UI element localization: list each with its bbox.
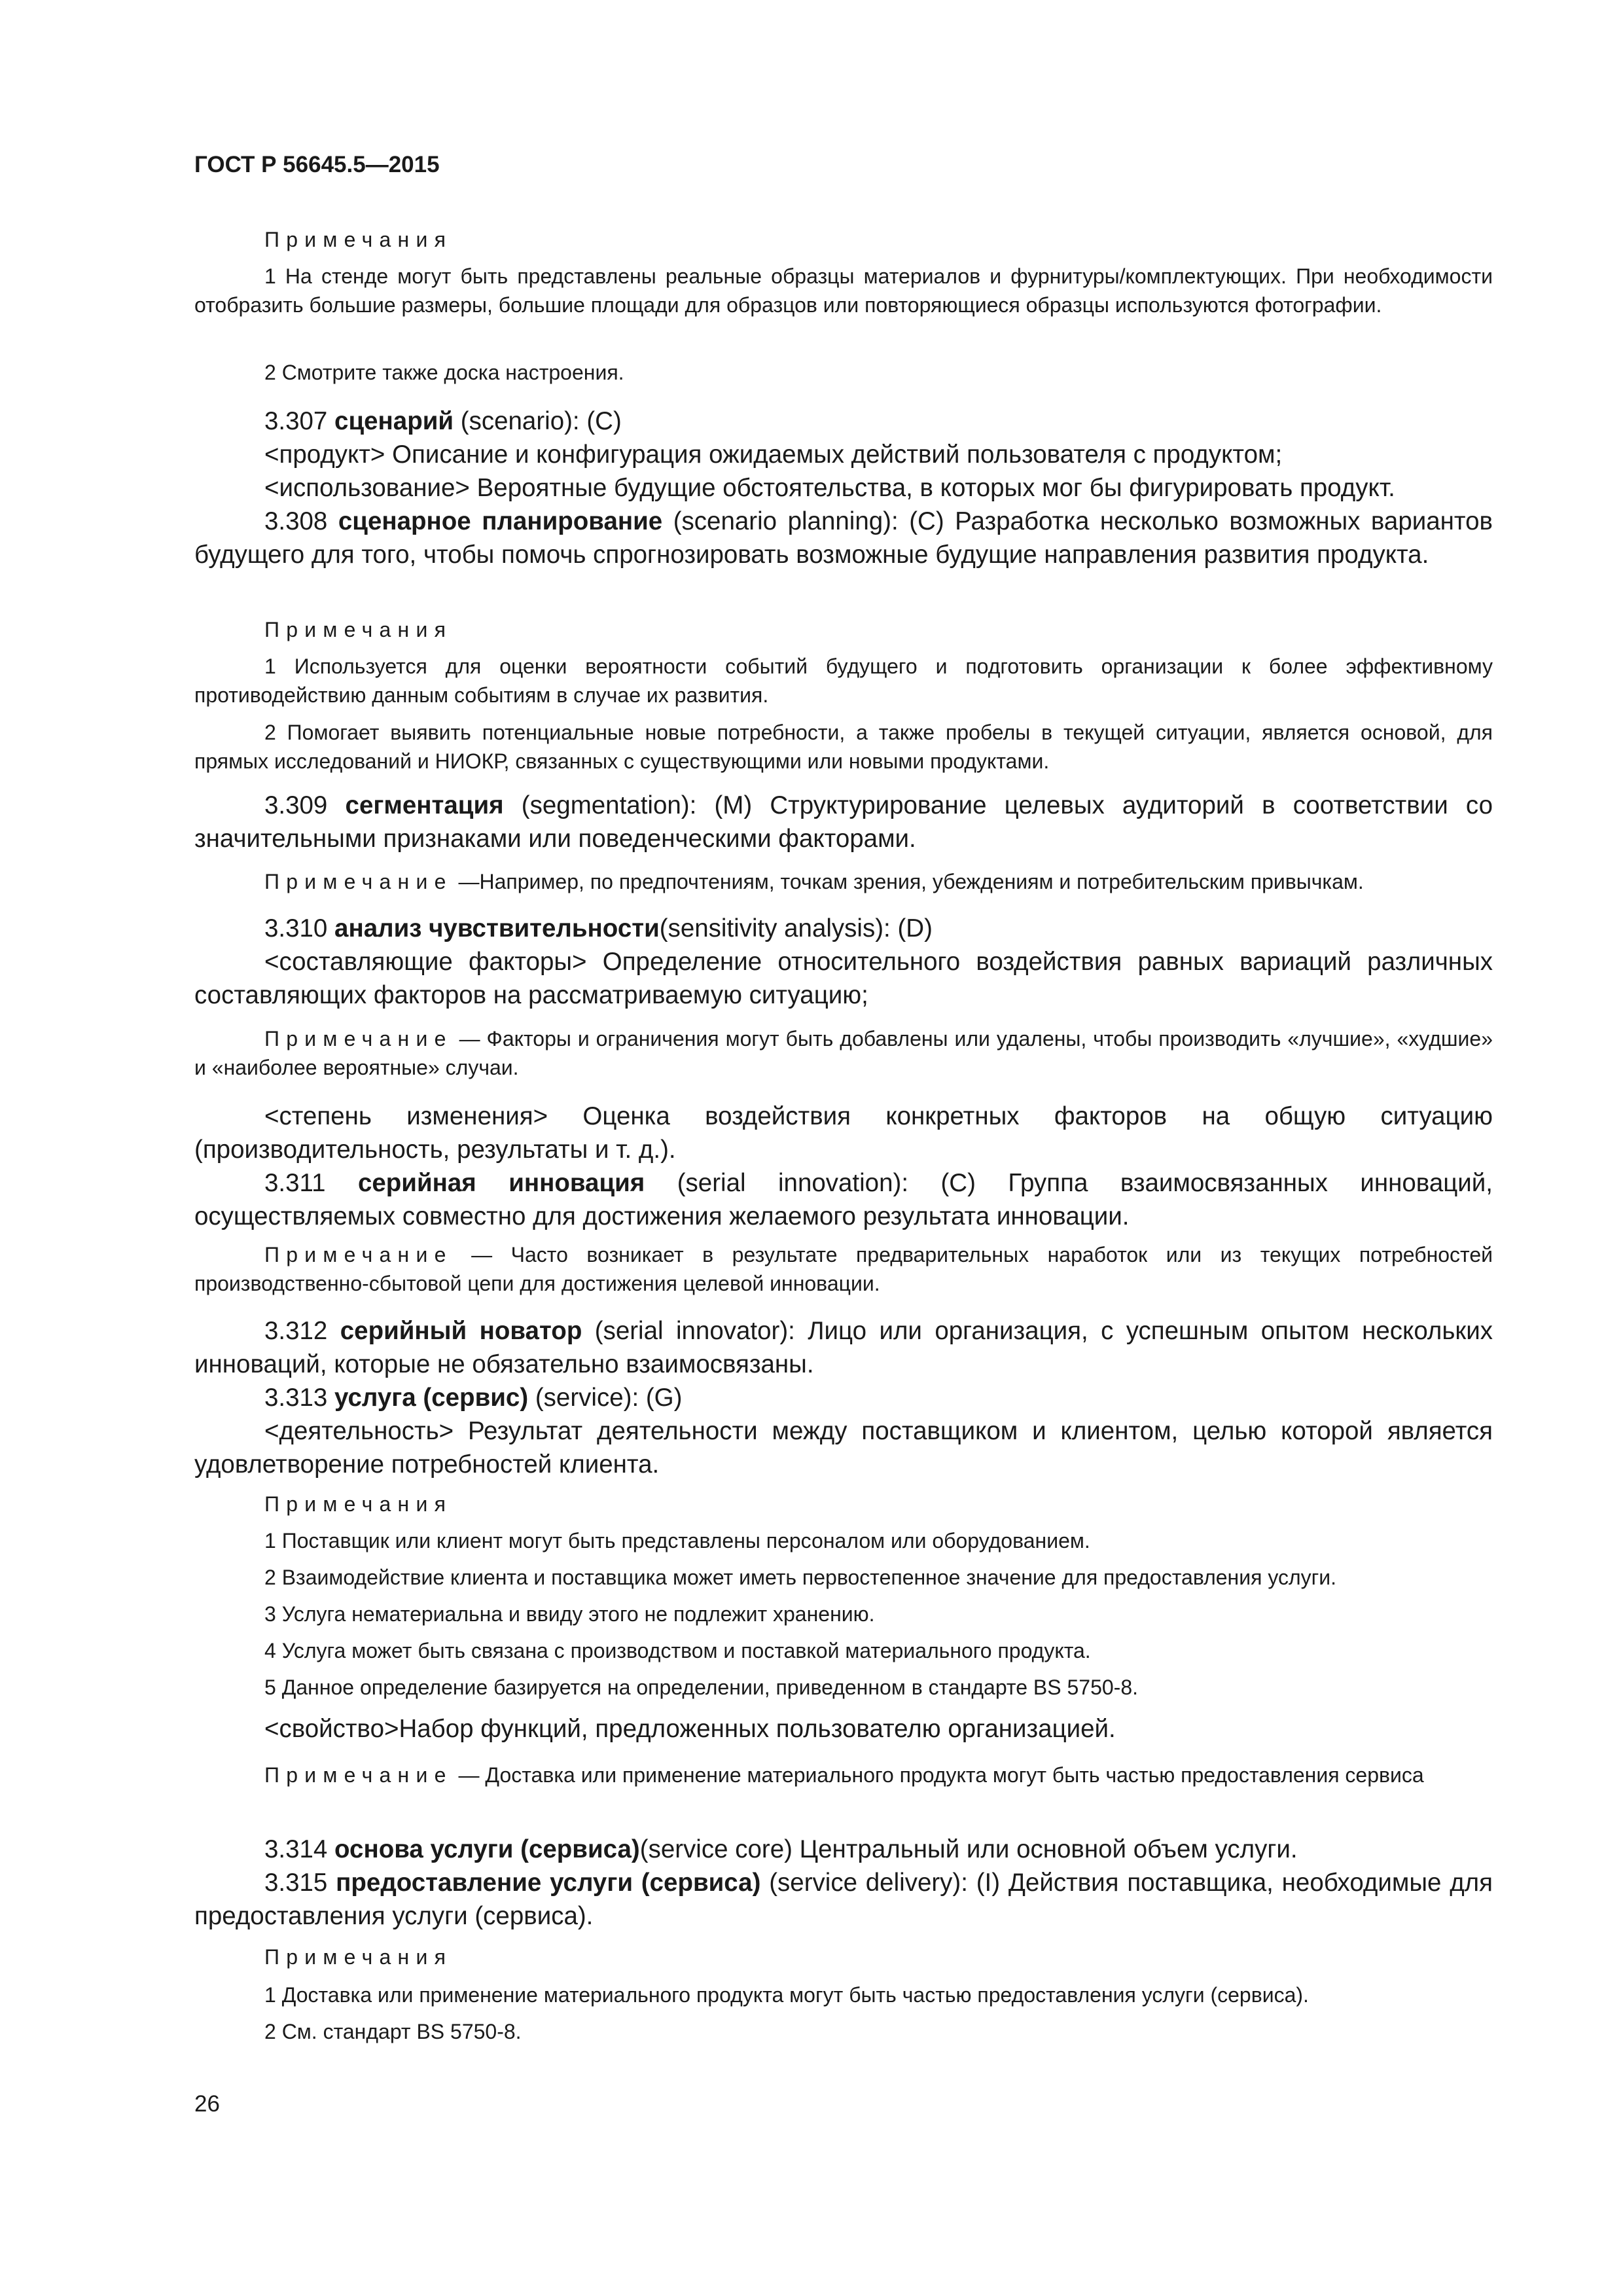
term-3-312: 3.312 серийный новатор (serial innovator): Лицо или организация, с успешным опытом нескольких инноваций, которые не обязательно взаимосвязаны.: [194, 1317, 1493, 1378]
notes-heading: Примечания: [264, 228, 453, 251]
note-item: 1 Доставка или применение материального продукта могут быть частью предоставления услуги (сервиса).: [264, 1983, 1309, 2007]
notes-heading: Примечания: [264, 618, 453, 641]
note: Примечание — Доставка или применение материального продукта могут быть частью предоставления сервиса: [264, 1763, 1424, 1787]
term-3-313: 3.313 услуга (сервис) (service): (G): [264, 1384, 683, 1412]
note-item: 1 Поставщик или клиент могут быть представлены персоналом или оборудованием.: [264, 1529, 1090, 1552]
definition: <деятельность> Результат деятельности между поставщиком и клиентом, целью которой является удовлетворение потребностей клиента.: [194, 1417, 1493, 1479]
term-3-311: 3.311 серийная инновация (serial innovation): (С) Группа взаимосвязанных инноваций, осуществляемых совместно для достижения желаемого результата инновации.: [194, 1169, 1493, 1230]
term-3-315: 3.315 предоставление услуги (сервиса) (service delivery): (I) Действия поставщика, необходимые для предоставления услуги (сервиса).: [194, 1869, 1493, 1930]
definition: <свойство>Набор функций, предложенных пользователю организацией.: [264, 1715, 1116, 1743]
notes-heading: Примечания: [264, 1492, 453, 1516]
page-number: 26: [194, 2091, 220, 2117]
note-item: 5 Данное определение базируется на определении, приведенном в стандарте BS 5750-8.: [264, 1676, 1139, 1699]
term-3-314: 3.314 основа услуги (сервиса)(service core) Центральный или основной объем услуги.: [264, 1835, 1298, 1863]
term-3-309: 3.309 сегментация (segmentation): (М) Структурирование целевых аудиторий в соответствии со значительными признаками или поведенческими факторами.: [194, 791, 1493, 853]
note-item: 2 Смотрите также доска настроения.: [264, 361, 624, 384]
term-3-310: 3.310 анализ чувствительности(sensitivity analysis): (D): [264, 914, 933, 942]
term-3-307: 3.307 сценарий (scenario): (С): [264, 407, 622, 435]
notes-heading: Примечания: [264, 1945, 453, 1969]
term-3-308: 3.308 сценарное планирование (scenario planning): (С) Разработка несколько возможных вариантов будущего для того, чтобы помочь спрогнозировать возможные будущие направления развития продукта.: [194, 507, 1493, 569]
note-item: 4 Услуга может быть связана с производством и поставкой материального продукта.: [264, 1639, 1091, 1662]
note: Примечание — Факторы и ограничения могут быть добавлены или удалены, чтобы производить «лучшие», «худшие» и «наиболее вероятные» случаи.: [194, 1027, 1493, 1079]
definition: <составляющие факторы> Определение относительного воздействия равных вариаций различных составляющих факторов на рассматриваемую ситуацию;: [194, 948, 1493, 1009]
note-item: 3 Услуга нематериальна и ввиду этого не подлежит хранению.: [264, 1602, 875, 1626]
note: Примечание —Например, по предпочтениям, точкам зрения, убеждениям и потребительским привычкам.: [264, 870, 1364, 893]
definition: <продукт> Описание и конфигурация ожидаемых действий пользователя с продуктом;: [264, 440, 1283, 469]
definition: <использование> Вероятные будущие обстоятельства, в которых мог бы фигурировать продукт.: [264, 474, 1395, 502]
note-item: 2 Помогает выявить потенциальные новые потребности, а также пробелы в текущей ситуации, является основой, для прямых исследований и НИОКР, связанных с существующими или новыми продуктами.: [194, 721, 1493, 773]
note-item: 2 Взаимодействие клиента и поставщика может иметь первостепенное значение для предоставления услуги.: [264, 1566, 1337, 1589]
document-header: ГОСТ Р 56645.5—2015: [194, 152, 440, 177]
note-item: 2 См. стандарт BS 5750-8.: [264, 2020, 522, 2043]
note: Примечание — Часто возникает в результате предварительных наработок или из текущих потребностей производственно-сбытовой цепи для достижения целевой инновации.: [194, 1243, 1493, 1295]
note-item: 1 Используется для оценки вероятности событий будущего и подготовить организации к более эффективному противодействию данным событиям в случае их развития.: [194, 655, 1493, 707]
definition: <степень изменения> Оценка воздействия конкретных факторов на общую ситуацию (производительность, результаты и т. д.).: [194, 1102, 1493, 1164]
note-item: 1 На стенде могут быть представлены реальные образцы материалов и фурнитуры/комплектующих. При необходимости отобразить большие размеры, большие площади для образцов или повторяющиеся образцы используются фотографии.: [194, 264, 1493, 317]
